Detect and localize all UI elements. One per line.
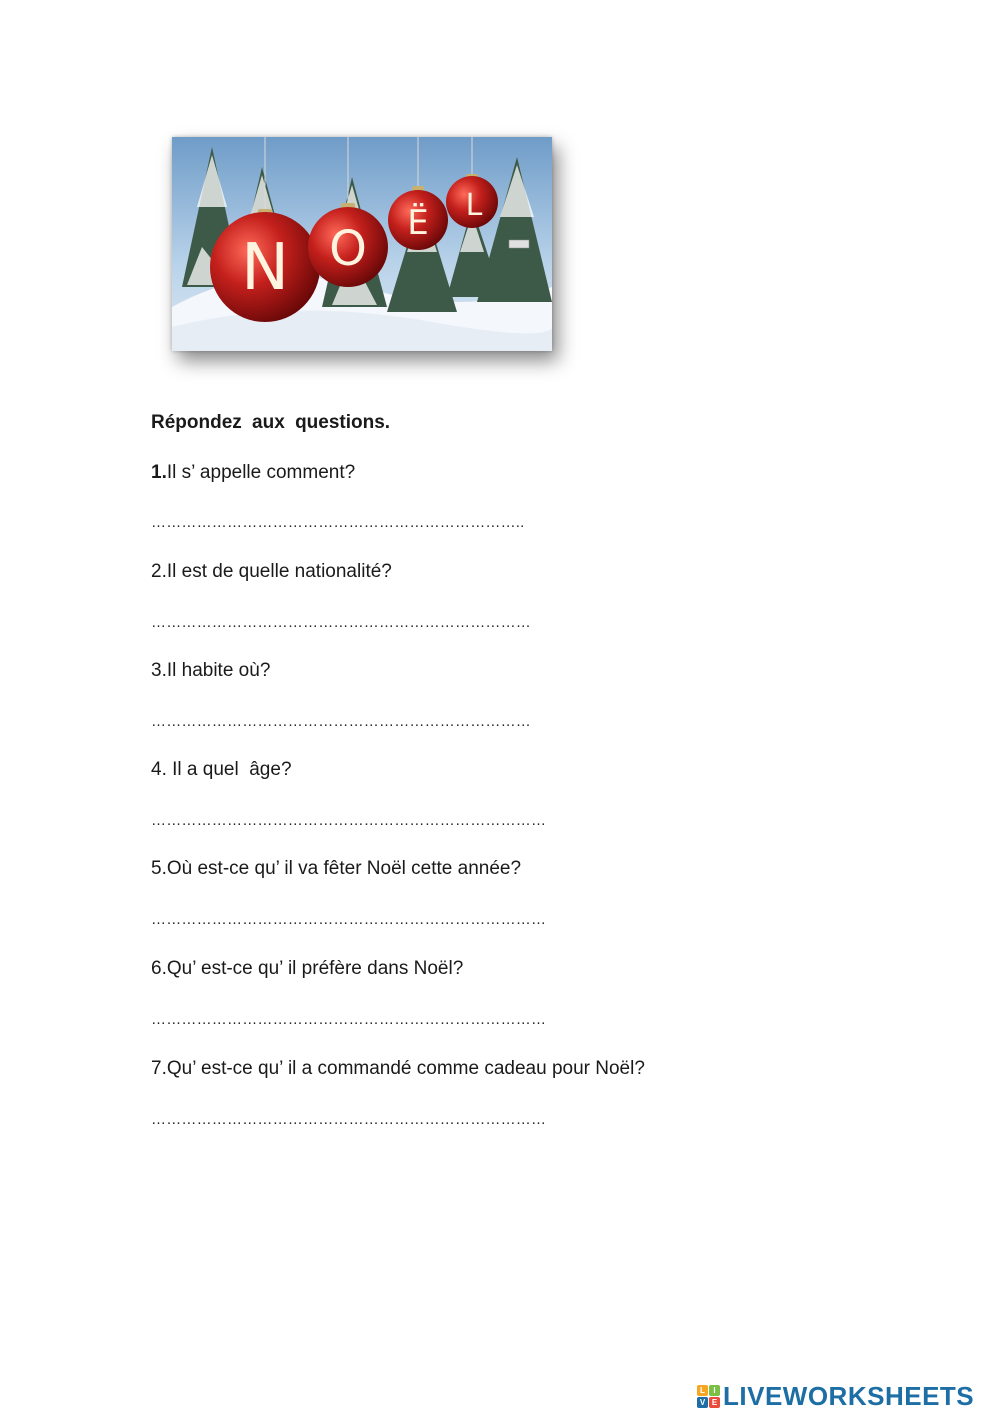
question-6 xyxy=(151,958,463,980)
question-text: Qu’ est-ce qu’ il préfère dans Noël? xyxy=(166,958,464,979)
answer-line-3[interactable]: ………………………………………………………………… xyxy=(151,713,531,730)
answer-line-1[interactable]: ……………………………………………………………….. xyxy=(151,514,525,531)
answer-line-7[interactable]: …………………………………………………………………… xyxy=(151,1111,547,1128)
question-text: Il est de quelle nationalité? xyxy=(166,561,392,582)
question-text: Qu’ est-ce qu’ il a commandé comme cadeau pour Noël? xyxy=(166,1058,645,1079)
banner-letter-e: Ë xyxy=(407,203,429,243)
question-text: Il habite où? xyxy=(166,660,271,681)
question-3 xyxy=(151,660,270,682)
banner-letter-o: O xyxy=(329,221,367,277)
answer-line-4[interactable]: …………………………………………………………………… xyxy=(151,812,547,829)
question-text: Il a quel âge? xyxy=(166,759,292,780)
liveworksheets-wordmark: LIVEWORKSHEETS xyxy=(723,1380,975,1411)
question-number: 2. xyxy=(151,561,167,582)
banner-letter-l: L xyxy=(465,188,483,223)
question-number: 7. xyxy=(151,1058,167,1079)
question-5 xyxy=(151,858,521,880)
question-4 xyxy=(151,759,292,781)
instruction-heading: Répondez aux questions. xyxy=(151,412,391,433)
banner-letter-n: N xyxy=(241,231,289,305)
liveworksheets-mark-icon: L I V E xyxy=(697,1385,720,1408)
answer-line-6[interactable]: …………………………………………………………………… xyxy=(151,1011,547,1028)
question-number: 3. xyxy=(151,660,167,681)
question-number: 4. xyxy=(151,759,167,780)
question-2 xyxy=(151,561,392,583)
question-7 xyxy=(151,1058,645,1080)
answer-line-2[interactable]: ………………………………………………………………… xyxy=(151,614,531,631)
question-1 xyxy=(151,462,355,484)
question-text: Il s’ appelle comment? xyxy=(166,462,356,483)
question-number: 6. xyxy=(151,958,167,979)
answer-line-5[interactable]: …………………………………………………………………… xyxy=(151,911,547,928)
liveworksheets-logo xyxy=(697,1381,974,1411)
question-number: 5. xyxy=(151,858,167,879)
question-number: 1. xyxy=(151,462,167,483)
question-text: Où est-ce qu’ il va fêter Noël cette année? xyxy=(166,858,522,879)
noel-banner-image xyxy=(172,137,552,351)
